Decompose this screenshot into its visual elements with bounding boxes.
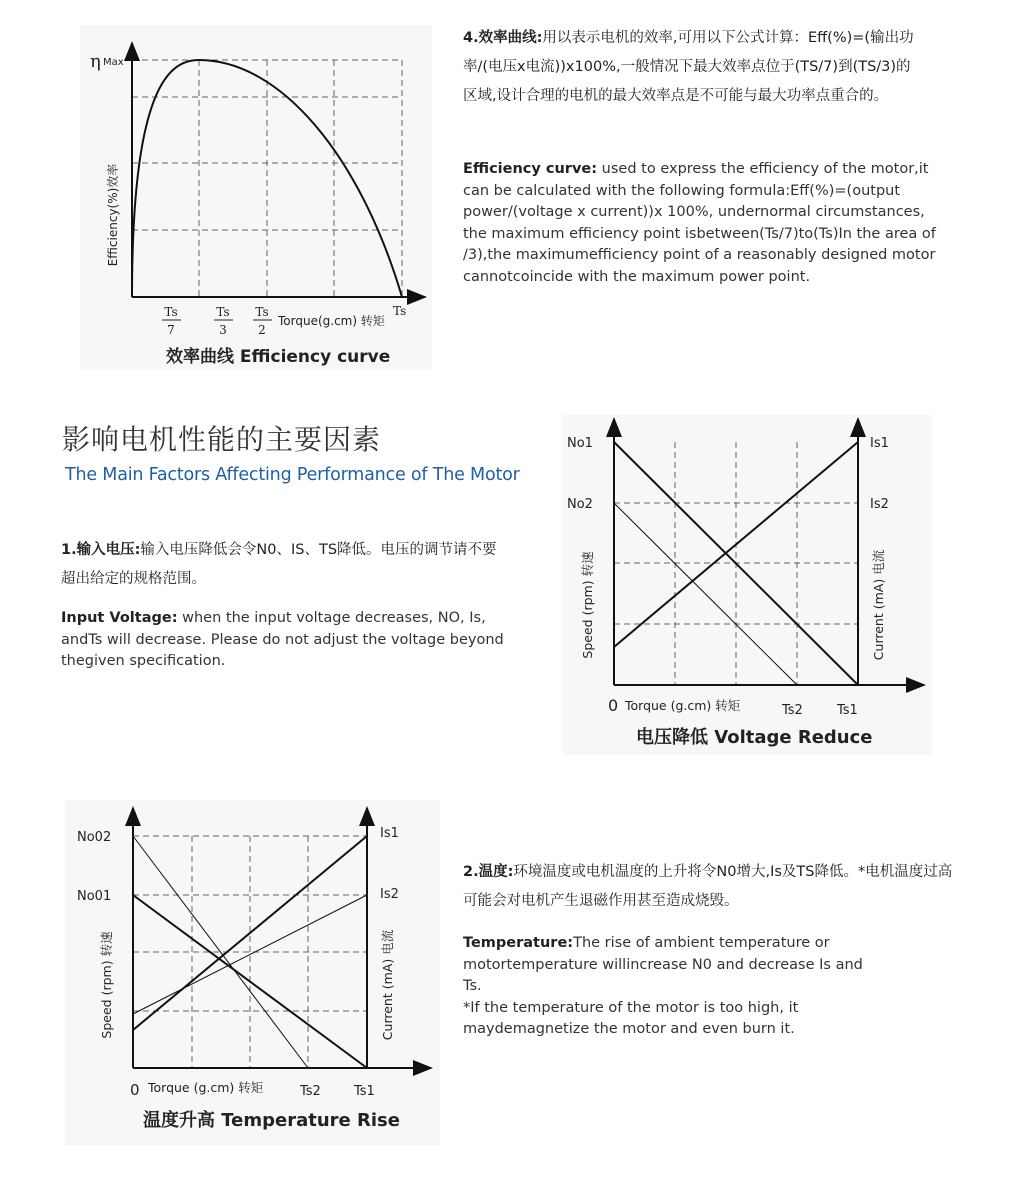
- efficiency-grid: [132, 60, 402, 297]
- voltage-origin-label: 0: [608, 696, 619, 715]
- efficiency-paragraph-en: [463, 159, 938, 289]
- eta-max-label: Max: [103, 57, 124, 68]
- efficiency-heading-zh: [463, 24, 923, 111]
- main-factors-title-en: The Main Factors Affecting Performance of The Motor: [65, 465, 520, 485]
- efficiency-heading-zh-text: 用以表示电机的效率,可用以下公式计算：Eff(%)=(输出功率/(电压x电流))x100%,一般情况下最大效率点位于(TS/7)到(TS/3)的区域,设计合理的电机的最大效率点是不可能与最大功率点重合的。: [463, 30, 914, 104]
- voltage-ts2-label: Ts2: [782, 703, 803, 718]
- voltage-paragraph-en: [61, 608, 506, 673]
- temperature-origin-label: 0: [130, 1081, 140, 1099]
- voltage-is2-label: Is2: [870, 497, 889, 512]
- speed-line-no02: [133, 836, 308, 1068]
- ts-over-3-label: [214, 305, 233, 337]
- voltage-chart-caption: 电压降低 Voltage Reduce: [636, 727, 873, 748]
- voltage-chart: [562, 415, 932, 755]
- temperature-ts1-label: Ts1: [354, 1084, 375, 1099]
- speed-line-no2: [614, 503, 797, 685]
- temperature-heading-zh-label: 2.温度:: [463, 864, 514, 880]
- speed-line-no1: [614, 442, 858, 685]
- ts-over-2-label: [253, 305, 272, 337]
- temperature-paragraph-en-label: Temperature:: [463, 935, 574, 951]
- temperature-heading-zh: [463, 858, 958, 916]
- temperature-y-left-label: Speed (rpm) 转速: [99, 931, 114, 1039]
- svg-text:3: 3: [219, 323, 227, 337]
- voltage-heading-zh: [61, 536, 501, 594]
- efficiency-ts-label: Ts: [393, 304, 407, 318]
- voltage-is1-label: Is1: [870, 436, 889, 451]
- efficiency-paragraph-en-label: Efficiency curve:: [463, 161, 598, 177]
- voltage-y-right-label: Current (mA) 电流: [871, 549, 886, 661]
- voltage-paragraph-en-label: Input Voltage:: [61, 610, 178, 626]
- voltage-ts1-label: Ts1: [837, 703, 858, 718]
- efficiency-chart: [80, 25, 432, 370]
- temperature-paragraph-en-note: *If the temperature of the motor is too high, it maydemagnetize the motor and even burn it.: [463, 999, 799, 1038]
- efficiency-chart-caption: 效率曲线 Efficiency curve: [166, 347, 391, 367]
- voltage-y-left-label: Speed (rpm) 转速: [580, 551, 595, 659]
- voltage-x-label: Torque (g.cm) 转矩: [625, 698, 741, 713]
- efficiency-heading-zh-label: 4.效率曲线:: [463, 30, 543, 46]
- temperature-heading-zh-text: 环境温度或电机温度的上升将令N0增大,Is及TS降低。*电机温度过高可能会对电机产生退磁作用甚至造成烧毁。: [463, 864, 953, 909]
- svg-text:7: 7: [167, 323, 175, 337]
- temperature-grid: [133, 836, 367, 1068]
- voltage-chart-panel: [562, 415, 932, 755]
- voltage-no2-label: No2: [567, 497, 593, 512]
- temperature-chart-panel: [65, 800, 440, 1145]
- temperature-paragraph-en: [463, 933, 878, 1041]
- voltage-heading-zh-label: 1.输入电压:: [61, 542, 141, 558]
- temperature-ts2-label: Ts2: [300, 1084, 321, 1099]
- main-factors-title-zh: 影响电机性能的主要因素: [62, 423, 382, 456]
- eta-symbol: η: [90, 51, 101, 72]
- svg-text:Ts: Ts: [255, 305, 269, 319]
- voltage-no1-label: No1: [567, 436, 593, 451]
- svg-text:2: 2: [258, 323, 266, 337]
- temperature-chart-caption: 温度升高 Temperature Rise: [143, 1110, 400, 1131]
- temperature-no01-label: No01: [77, 889, 112, 904]
- efficiency-x-label: Torque(g.cm) 转矩: [278, 314, 385, 328]
- temperature-is2-label: Is2: [380, 887, 399, 902]
- ts-over-7-label: [162, 305, 181, 337]
- svg-text:Ts: Ts: [164, 305, 178, 319]
- svg-text:Ts: Ts: [216, 305, 230, 319]
- temperature-paragraph-en-text: The rise of ambient temperature or motortemperature willincrease N0 and decrease Is and Ts.: [463, 935, 863, 995]
- temperature-y-right-label: Current (mA) 电流: [380, 929, 395, 1041]
- efficiency-chart-panel: [80, 25, 432, 370]
- efficiency-y-label: Efficiency(%)效率: [106, 163, 120, 267]
- voltage-heading-zh-text: 输入电压降低会令N0、IS、TS降低。电压的调节请不要超出给定的规格范围。: [61, 542, 497, 587]
- temperature-no02-label: No02: [77, 830, 112, 845]
- temperature-chart: [65, 800, 440, 1145]
- temperature-is1-label: Is1: [380, 826, 399, 841]
- temperature-x-label: Torque (g.cm) 转矩: [148, 1080, 264, 1095]
- voltage-paragraph-en-text: when the input voltage decreases, NO, Is, andTs will decrease. Please do not adjust the voltage beyond thegiven specification.: [61, 610, 504, 670]
- efficiency-paragraph-en-text: used to express the efficiency of the motor,it can be calculated with the following formula:Eff(%)=(output power/(voltage x current))x 100%, undernormal circumstances, the maximum efficiency point isbetween(Ts/7)to(Ts)In the area of /3),the maximumefficiency point of a reasonably designed motor cannotcoincide with the maximum power point.: [463, 161, 936, 285]
